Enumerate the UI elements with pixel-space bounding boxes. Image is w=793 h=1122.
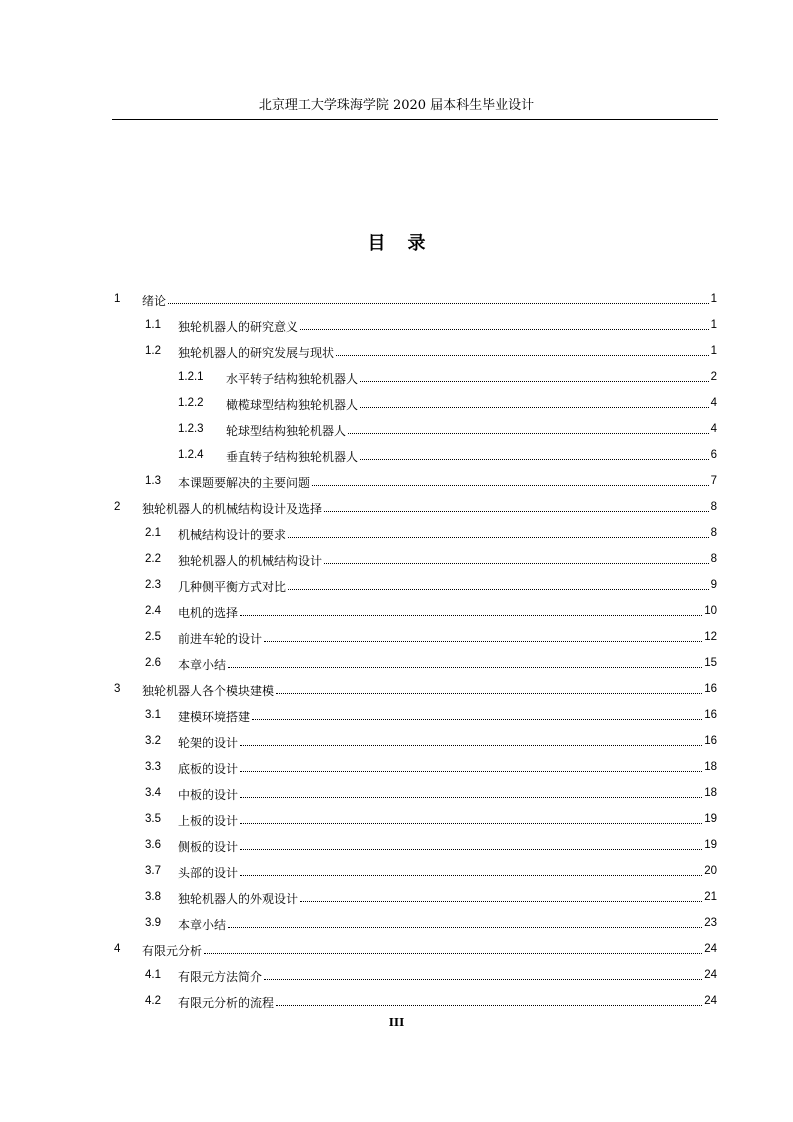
toc-entry-number: 3 bbox=[114, 683, 121, 695]
toc-entry[interactable] bbox=[0, 495, 793, 521]
toc-dot-leader bbox=[240, 786, 702, 798]
toc-entry-number: 2.6 bbox=[145, 657, 161, 669]
page-number: III bbox=[388, 1016, 405, 1029]
toc-entry-page: 18 bbox=[704, 761, 717, 773]
toc-dot-leader bbox=[360, 448, 709, 460]
toc-entry-label: 垂直转子结构独轮机器人 bbox=[226, 450, 359, 464]
toc-entry-page: 9 bbox=[710, 579, 717, 591]
toc-entry-label: 橄榄球型结构独轮机器人 bbox=[226, 398, 359, 412]
toc-entry-label: 轮架的设计 bbox=[178, 736, 239, 750]
toc-entry-page: 19 bbox=[704, 839, 717, 851]
header-rule bbox=[112, 119, 718, 120]
toc-dot-leader bbox=[204, 942, 702, 954]
toc-entry-label: 有限元方法简介 bbox=[178, 970, 263, 984]
toc-entry[interactable] bbox=[0, 885, 793, 911]
toc-entry-number: 4 bbox=[114, 943, 121, 955]
toc-entry-page: 1 bbox=[710, 345, 717, 357]
toc-entry-number: 3.1 bbox=[145, 709, 161, 721]
toc-entry-label: 独轮机器人的外观设计 bbox=[178, 892, 299, 906]
toc-dot-leader bbox=[264, 630, 702, 642]
toc-dot-leader bbox=[312, 474, 709, 486]
toc-entry-page: 2 bbox=[710, 371, 717, 383]
toc-dot-leader bbox=[240, 734, 702, 746]
toc-entry-label: 上板的设计 bbox=[178, 814, 239, 828]
toc-entry-number: 3.5 bbox=[145, 813, 161, 825]
toc-entry-number: 1.1 bbox=[145, 319, 161, 331]
toc-entry[interactable] bbox=[0, 651, 793, 677]
toc-entry-number: 2 bbox=[114, 501, 121, 513]
toc-entry-label: 独轮机器人的机械结构设计 bbox=[178, 554, 323, 568]
toc-entry-label: 机械结构设计的要求 bbox=[178, 528, 287, 542]
running-header: 北京理工大学珠海学院 2020 届本科生毕业设计 bbox=[258, 98, 535, 113]
toc-dot-leader bbox=[264, 968, 702, 980]
toc-dot-leader bbox=[324, 500, 709, 512]
toc-entry[interactable] bbox=[0, 833, 793, 859]
toc-entry-page: 7 bbox=[710, 475, 717, 487]
toc-entry[interactable] bbox=[0, 365, 793, 391]
toc-entry-label: 本章小结 bbox=[178, 918, 227, 932]
toc-entry[interactable] bbox=[0, 573, 793, 599]
toc-entry-page: 16 bbox=[704, 709, 717, 721]
table-of-contents bbox=[0, 287, 793, 1015]
toc-dot-leader bbox=[324, 552, 709, 564]
toc-entry-number: 2.5 bbox=[145, 631, 161, 643]
toc-entry-label: 独轮机器人的研究意义 bbox=[178, 320, 299, 334]
toc-entry-number: 1.2.4 bbox=[178, 449, 204, 461]
toc-entry-page: 19 bbox=[704, 813, 717, 825]
toc-entry-label: 轮球型结构独轮机器人 bbox=[226, 424, 347, 438]
toc-entry-label: 侧板的设计 bbox=[178, 840, 239, 854]
toc-dot-leader bbox=[240, 604, 702, 616]
toc-entry-label: 头部的设计 bbox=[178, 866, 239, 880]
toc-dot-leader bbox=[240, 760, 702, 772]
toc-entry-page: 15 bbox=[704, 657, 717, 669]
toc-dot-leader bbox=[276, 682, 702, 694]
toc-dot-leader bbox=[288, 578, 709, 590]
toc-dot-leader bbox=[300, 890, 702, 902]
toc-entry-page: 18 bbox=[704, 787, 717, 799]
toc-entry-page: 6 bbox=[710, 449, 717, 461]
toc-entry-label: 电机的选择 bbox=[178, 606, 239, 620]
toc-entry-number: 1.2.1 bbox=[178, 371, 204, 383]
toc-title-char-1: 目 bbox=[367, 233, 386, 254]
toc-dot-leader bbox=[276, 994, 702, 1006]
toc-entry-number: 3.3 bbox=[145, 761, 161, 773]
toc-entry-number: 2.3 bbox=[145, 579, 161, 591]
toc-entry[interactable] bbox=[0, 729, 793, 755]
toc-dot-leader bbox=[252, 708, 702, 720]
toc-entry-number: 1.2.3 bbox=[178, 423, 204, 435]
toc-entry-page: 23 bbox=[704, 917, 717, 929]
toc-entry-number: 4.1 bbox=[145, 969, 161, 981]
toc-entry-number: 2.2 bbox=[145, 553, 161, 565]
toc-dot-leader bbox=[168, 292, 709, 304]
toc-entry[interactable] bbox=[0, 807, 793, 833]
toc-entry-label: 本章小结 bbox=[178, 658, 227, 672]
toc-entry-label: 有限元分析 bbox=[142, 944, 203, 958]
toc-entry-number: 4.2 bbox=[145, 995, 161, 1007]
toc-entry-page: 8 bbox=[710, 501, 717, 513]
toc-dot-leader bbox=[240, 838, 702, 850]
toc-title-char-2: 录 bbox=[407, 233, 426, 254]
toc-entry[interactable] bbox=[0, 521, 793, 547]
toc-entry[interactable] bbox=[0, 989, 793, 1015]
toc-entry-number: 1.3 bbox=[145, 475, 161, 487]
toc-entry-label: 底板的设计 bbox=[178, 762, 239, 776]
toc-entry[interactable] bbox=[0, 469, 793, 495]
toc-entry-page: 16 bbox=[704, 735, 717, 747]
toc-entry-number: 3.7 bbox=[145, 865, 161, 877]
toc-entry-label: 水平转子结构独轮机器人 bbox=[226, 372, 359, 386]
toc-entry[interactable] bbox=[0, 755, 793, 781]
toc-entry[interactable] bbox=[0, 417, 793, 443]
toc-entry-number: 1 bbox=[114, 293, 121, 305]
toc-entry-number: 3.9 bbox=[145, 917, 161, 929]
toc-entry[interactable] bbox=[0, 287, 793, 313]
toc-dot-leader bbox=[360, 396, 709, 408]
toc-entry-page: 8 bbox=[710, 527, 717, 539]
toc-entry-page: 12 bbox=[704, 631, 717, 643]
toc-entry[interactable] bbox=[0, 547, 793, 573]
toc-entry-label: 前进车轮的设计 bbox=[178, 632, 263, 646]
toc-entry-page: 24 bbox=[704, 969, 717, 981]
toc-entry[interactable] bbox=[0, 599, 793, 625]
toc-entry-number: 2.4 bbox=[145, 605, 161, 617]
toc-entry[interactable] bbox=[0, 911, 793, 937]
toc-entry[interactable] bbox=[0, 391, 793, 417]
toc-dot-leader bbox=[348, 422, 709, 434]
toc-entry-page: 21 bbox=[704, 891, 717, 903]
toc-entry-number: 3.6 bbox=[145, 839, 161, 851]
toc-entry-page: 1 bbox=[710, 293, 717, 305]
toc-title bbox=[0, 229, 793, 255]
toc-dot-leader bbox=[360, 370, 709, 382]
toc-entry-page: 24 bbox=[704, 943, 717, 955]
toc-entry[interactable] bbox=[0, 937, 793, 963]
toc-entry-label: 本课题要解决的主要问题 bbox=[178, 476, 311, 490]
toc-entry[interactable] bbox=[0, 339, 793, 365]
toc-entry[interactable] bbox=[0, 313, 793, 339]
toc-dot-leader bbox=[228, 656, 702, 668]
toc-entry-label: 有限元分析的流程 bbox=[178, 996, 275, 1010]
toc-dot-leader bbox=[300, 318, 709, 330]
toc-entry-page: 24 bbox=[704, 995, 717, 1007]
toc-entry[interactable] bbox=[0, 703, 793, 729]
toc-entry-label: 建模环境搭建 bbox=[178, 710, 251, 724]
toc-dot-leader bbox=[288, 526, 709, 538]
toc-entry-number: 3.2 bbox=[145, 735, 161, 747]
toc-entry-label: 独轮机器人各个模块建模 bbox=[142, 684, 275, 698]
toc-entry-label: 独轮机器人的研究发展与现状 bbox=[178, 346, 335, 360]
toc-entry-label: 绪论 bbox=[142, 294, 167, 308]
toc-entry[interactable] bbox=[0, 859, 793, 885]
toc-entry[interactable] bbox=[0, 677, 793, 703]
toc-entry-page: 4 bbox=[710, 423, 717, 435]
toc-entry[interactable] bbox=[0, 781, 793, 807]
toc-entry-label: 中板的设计 bbox=[178, 788, 239, 802]
toc-entry-number: 2.1 bbox=[145, 527, 161, 539]
toc-entry-number: 3.8 bbox=[145, 891, 161, 903]
toc-entry[interactable] bbox=[0, 443, 793, 469]
toc-entry-page: 4 bbox=[710, 397, 717, 409]
toc-entry-number: 3.4 bbox=[145, 787, 161, 799]
toc-entry-page: 8 bbox=[710, 553, 717, 565]
toc-entry-number: 1.2 bbox=[145, 345, 161, 357]
toc-entry-page: 10 bbox=[704, 605, 717, 617]
toc-dot-leader bbox=[336, 344, 709, 356]
toc-entry[interactable] bbox=[0, 625, 793, 651]
toc-entry-label: 独轮机器人的机械结构设计及选择 bbox=[142, 502, 323, 516]
toc-dot-leader bbox=[228, 916, 702, 928]
toc-entry-page: 20 bbox=[704, 865, 717, 877]
toc-entry[interactable] bbox=[0, 963, 793, 989]
toc-dot-leader bbox=[240, 812, 702, 824]
toc-entry-label: 几种侧平衡方式对比 bbox=[178, 580, 287, 594]
toc-entry-number: 1.2.2 bbox=[178, 397, 204, 409]
toc-entry-page: 1 bbox=[710, 319, 717, 331]
toc-dot-leader bbox=[240, 864, 702, 876]
toc-entry-page: 16 bbox=[704, 683, 717, 695]
